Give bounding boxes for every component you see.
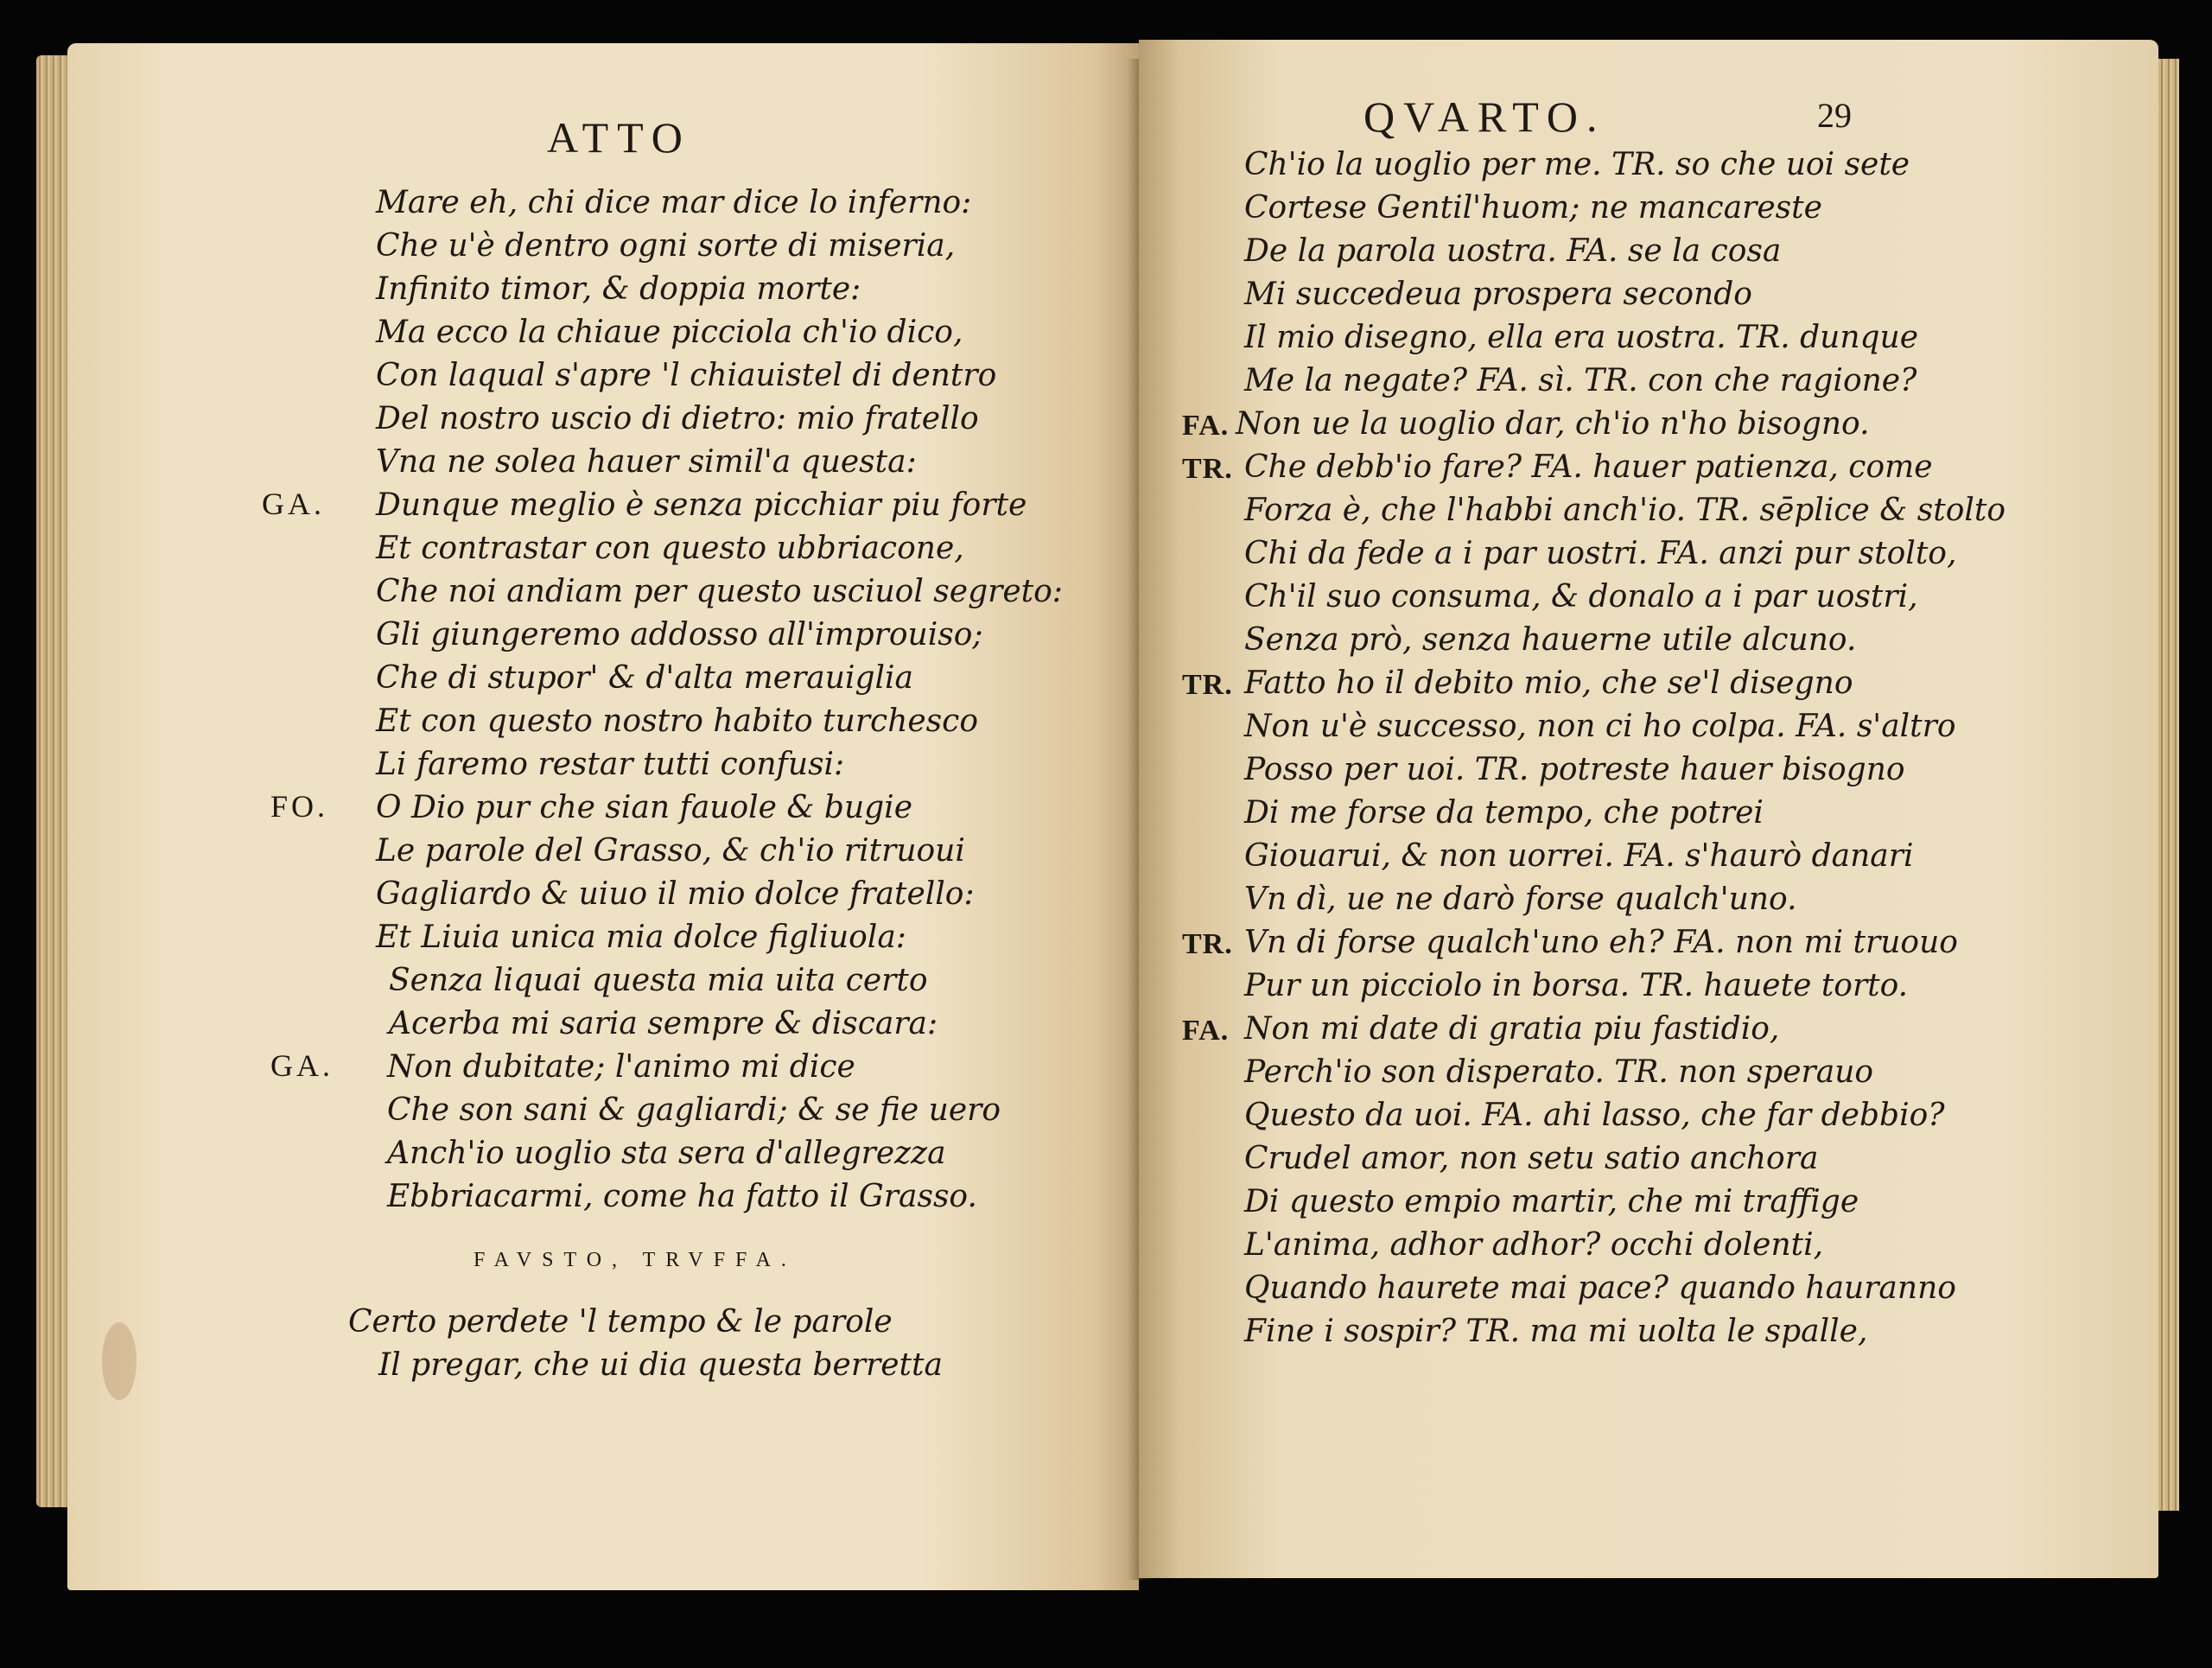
verse-line: Ebbriacarmi, come ha fatto il Grasso.: [387, 1179, 977, 1214]
page-number: 29: [1817, 96, 1852, 135]
verse-line: Di questo empio martir, che mi traffige: [1244, 1184, 1859, 1219]
verse-line: Li faremo restar tutti confusi:: [376, 747, 845, 782]
verse-line: Et Liuia unica mia dolce figliuola:: [376, 920, 906, 955]
verse-line: Le parole del Grasso, & ch'io ritruoui: [376, 833, 965, 869]
verse-line: Posso per uoi. TR. potreste hauer bisogno: [1244, 752, 1905, 787]
verse-line: Cortese Gentil'huom; ne mancareste: [1244, 190, 1822, 226]
verse-line: Non u'è successo, non ci ho colpa. FA. s'altro: [1244, 709, 1956, 744]
verse-line: Crudel amor, non setu satio anchora: [1244, 1141, 1819, 1176]
verse-line: L'anima, adhor adhor? occhi dolenti,: [1244, 1227, 1824, 1263]
verse-line: Questo da uoi. FA. ahi lasso, che far debbio?: [1244, 1098, 1945, 1133]
speaker-label: TR.: [1182, 928, 1233, 960]
right-page: [1139, 40, 2158, 1578]
verse-line: Perch'io son disperato. TR. non sperauo: [1244, 1054, 1874, 1090]
verse-line: Il mio disegno, ella era uostra. TR. dunque: [1244, 320, 1919, 355]
verse-line: Che di stupor' & d'alta merauiglia: [376, 660, 914, 696]
verse-line: Non mi date di gratia piu fastidio,: [1244, 1011, 1780, 1047]
speaker-label: GA.: [262, 487, 325, 521]
verse-line: Che son sani & gagliardi; & se fie uero: [387, 1092, 1001, 1128]
verse-line: Fine i sospir? TR. ma mi uolta le spalle,: [1244, 1314, 1868, 1349]
verse-line: Ma ecco la chiaue picciola ch'io dico,: [376, 315, 963, 350]
verse-line: Fatto ho il debito mio, che se'l disegno: [1244, 665, 1853, 701]
verse-line: Dunque meglio è senza picchiar piu forte: [376, 487, 1027, 523]
left-page: [67, 43, 1139, 1590]
speaker-label: TR.: [1182, 453, 1233, 485]
verse-line: Giouarui, & non uorrei. FA. s'haurò danari: [1244, 838, 1914, 874]
verse-line: Quando haurete mai pace? quando hauranno: [1244, 1270, 1956, 1306]
verse-line: Vn dì, ue ne darò forse qualch'uno.: [1244, 882, 1797, 917]
verse-line: De la parola uostra. FA. se la cosa: [1244, 233, 1782, 269]
scene-verse-line: Certo perdete 'l tempo & le parole: [348, 1304, 893, 1340]
foxing-stain: [102, 1322, 137, 1400]
verse-line: O Dio pur che sian fauole & bugie: [376, 790, 912, 825]
verse-line: Mare eh, chi dice mar dice lo inferno:: [376, 185, 972, 220]
speaker-label: GA.: [270, 1048, 334, 1083]
running-head-right: QVARTO.: [1363, 92, 1606, 141]
verse-line: Me la negate? FA. sì. TR. con che ragione?: [1244, 363, 1917, 398]
verse-line: Mi succedeua prospera secondo: [1244, 277, 1752, 312]
verse-line: Che u'è dentro ogni sorte di miseria,: [376, 228, 956, 264]
scene-heading: FAVSTO, TRVFFA.: [474, 1249, 797, 1271]
verse-line: Ch'il suo consuma, & donalo a i par uostri,: [1244, 579, 1918, 614]
scene-verse-line: Il pregar, che ui dia questa berretta: [378, 1347, 943, 1383]
verse-line: Vn di forse qualch'uno eh? FA. non mi truouo: [1244, 925, 1958, 960]
open-book: [36, 24, 2179, 1649]
verse-line: Et con questo nostro habito turchesco: [376, 703, 978, 739]
speaker-label: FA.: [1182, 410, 1230, 442]
verse-line: Senza liquai questa mia uita certo: [389, 963, 928, 998]
verse-line: Non ue la uoglio dar, ch'io n'ho bisogno.: [1236, 406, 1870, 442]
verse-line: Che debb'io fare? FA. hauer patienza, come: [1244, 449, 1933, 485]
verse-line: Forza è, che l'habbi anch'io. TR. sēplice & stolto: [1244, 493, 2006, 528]
verse-line: Senza prò, senza hauerne utile alcuno.: [1244, 622, 1857, 658]
verse-line: Gagliardo & uiuo il mio dolce fratello:: [376, 876, 975, 912]
verse-line: Del nostro uscio di dietro: mio fratello: [376, 401, 979, 436]
verse-line: Non dubitate; l'animo mi dice: [387, 1049, 855, 1085]
verse-line: Che noi andiam per questo usciuol segreto:: [376, 574, 1063, 609]
speaker-label: FA.: [1182, 1015, 1230, 1047]
running-head-left: ATTO: [547, 113, 691, 162]
verse-line: Infinito timor, & doppia morte:: [376, 271, 861, 307]
verse-line: Con laqual s'apre 'l chiauistel di dentro: [376, 358, 997, 393]
verse-line: Et contrastar con questo ubbriacone,: [376, 531, 964, 566]
verse-line: Gli giungeremo addosso all'improuiso;: [376, 617, 983, 653]
speaker-label: TR.: [1182, 669, 1233, 701]
verse-line: Chi da fede a i par uostri. FA. anzi pur stolto,: [1244, 536, 1957, 571]
verse-line: Vna ne solea hauer simil'a questa:: [376, 444, 917, 480]
verse-line: Acerba mi saria sempre & discara:: [389, 1006, 938, 1041]
speaker-label: FO.: [270, 789, 329, 824]
verse-line: Anch'io uoglio sta sera d'allegrezza: [387, 1136, 946, 1171]
verse-line: Di me forse da tempo, che potrei: [1244, 795, 1764, 831]
verse-line: Pur un picciolo in borsa. TR. hauete torto.: [1244, 968, 1909, 1003]
verse-line: Ch'io la uoglio per me. TR. so che uoi sete: [1244, 147, 1910, 182]
